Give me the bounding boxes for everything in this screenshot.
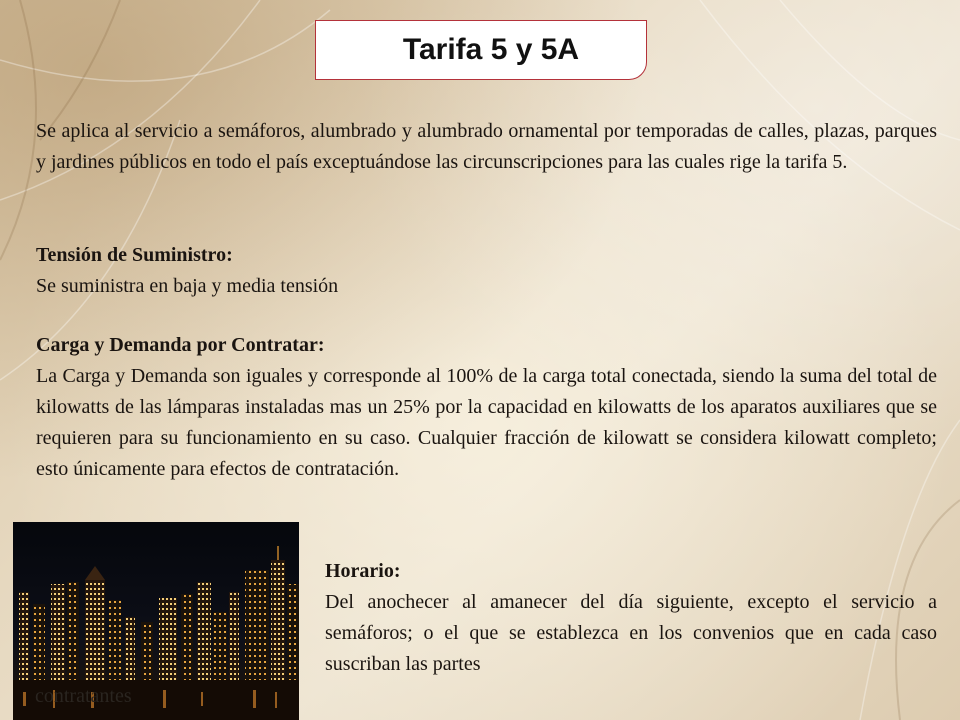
tension-heading: Tensión de Suministro: [36, 244, 233, 266]
horario-section [325, 556, 937, 680]
horario-body: Del anochecer al amanecer del día siguiente, excepto el servicio a semáforos; o el que se establezca en los convenios que en cada caso suscriban las partes [325, 591, 937, 675]
title-box [315, 20, 647, 80]
horario-heading: Horario: [325, 560, 401, 582]
tension-body: Se suministra en baja y media tensión [36, 275, 339, 297]
slide-title: Tarifa 5 y 5A [402, 33, 580, 66]
carga-heading: Carga y Demanda por Contratar: [36, 334, 325, 356]
tension-section [36, 240, 937, 302]
carga-section [36, 330, 937, 485]
horario-continuation: contratantes [35, 685, 132, 707]
intro-paragraph: Se aplica al servicio a semáforos, alumbrado y alumbrado ornamental por temporadas de calles, plazas, parques y jardines públicos en todo el país exceptuándose las circunscripciones para las cuales rige la tarifa 5. [36, 120, 937, 173]
carga-body: La Carga y Demanda son iguales y corresponde al 100% de la carga total conectada, siendo la suma del total de kilowatts de las lámparas instaladas mas un 25% por la capacidad en kilowatts de los aparatos auxiliares que se requieren para su funcionamiento en su caso. Cualquier fracción de kilowatt se considera kilowatt completo; esto únicamente para efectos de contratación. [36, 365, 937, 480]
